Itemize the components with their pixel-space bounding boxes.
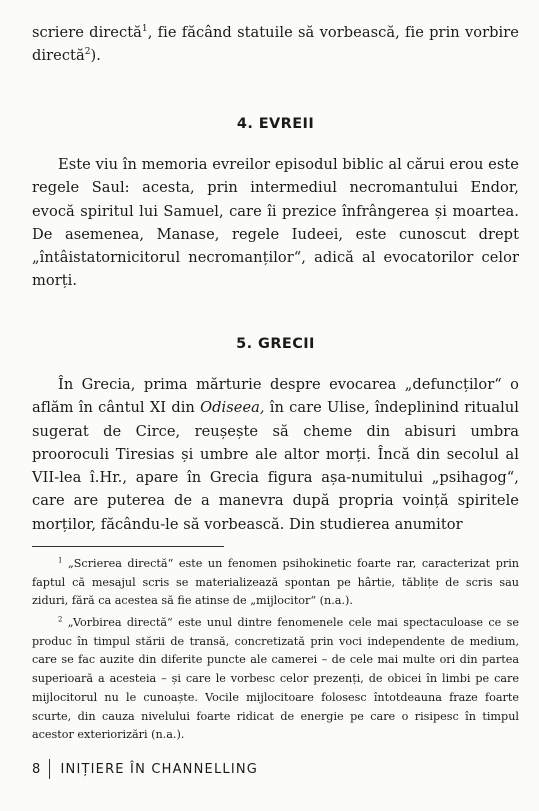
footnote-divider [32, 546, 224, 547]
footnote-ref-2: 2 [84, 47, 91, 58]
footnote-ref-1: 1 [141, 24, 148, 35]
footnote-2: $^2$ „Vorbirea directă“ este unul dintre fenomenele cele mai spectaculoase ce se produc în timpul stării de transă, concretizată prin voci independente de medium, care se fac auzite din diferite puncte ale camerei – de cele mai multe ori din partea superioară a acesteia – și care le vorbesc celor prezenți, de obicei în limbi pe care mijlocitorul nu le cunoaște. Vocile mijlocitoare folosesc întotdeauna fraze foarte scurte, din cauza nivelului foarte ridicat de energie pe care o risipesc în timpul acestor exteriorizări (n.a.). [32, 615, 519, 742]
page-number: 8 [32, 761, 42, 777]
running-title: INIȚIERE ÎN CHANNELLING [60, 761, 259, 777]
book-title-odiseea: Odiseea, [200, 399, 265, 417]
section-heading-grecii: 5. GRECII [236, 336, 315, 352]
section-evreii-paragraph: Este viu în memoria evreilor episodul biblic al cărui erou este regele Saul: acesta, prin intermediul necromantului Endor, evocă spiritul lui Samuel, care îi prezice înfrângerea și moartea. De asemenea, Manase, regele Iudeei, este cunoscut drept „întâistatornicitorul necromanților“, adică al evocatorilor celor morți. [32, 156, 519, 290]
intro-paragraph: scriere directă$^1$, fie făcând statuile să vorbească, fie prin vorbire directă$^2$). [32, 24, 519, 65]
section-heading-evreii: 4. EVREII [236, 116, 315, 132]
footnote-1: $^1$ „Scrierea directă“ este un fenomen psihokinetic foarte rar, caracterizat prin faptul că mesajul scris se materializează spontan pe hârtie, tăblițe de scris sau ziduri, fără ca acestea să fie atinse de „mijlocitor“ (n.a.). [32, 556, 519, 608]
footer-separator [49, 759, 50, 779]
section-grecii-paragraph: În Grecia, prima mărturie despre evocarea „defuncților“ o aflăm în cântul XI din Odiseea, în care Ulise, îndeplinind ritualul sugerat de Circe, reușește să cheme din abisuri umbra prooroculi Tiresias și umbre ale altor morți. Încă din secolul al VII-lea î.Hr., apare în Grecia figura așa-numitului „psihagog“, care are puterea de a manevra după propria voință spiritele morților, făcându-le să vorbească. Din studierea anumitor [32, 376, 519, 533]
page-footer [32, 759, 258, 779]
